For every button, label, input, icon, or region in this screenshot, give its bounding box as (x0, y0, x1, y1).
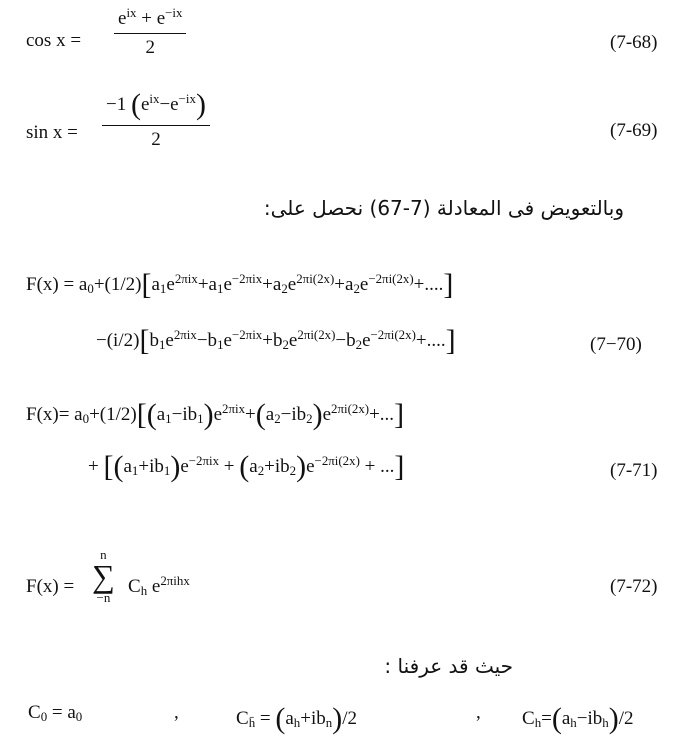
eq71-line2: + [$(a_1+ib_1)e^{-2\pi ix} + (a_2+ib_2)e^{-2\pi i(2x)}$ + ...] (88, 450, 405, 483)
def-ch: $C_h=(a_h-ib_h)/2$ (522, 702, 634, 735)
eq69-denominator: 2 (151, 129, 161, 150)
def-c-hbar: $C_{h̄} = (a_h+ib_n)/2$ (236, 702, 357, 735)
summation-symbol: n ∑ −n (92, 547, 115, 605)
eq71-label: (7-71) (610, 460, 658, 481)
eq68-label: (7-68) (610, 32, 658, 53)
eq71-line1: $F(x)= a_0+(1/2)[(a_1-ib_1)e^{2\pi ix}+(a_2-ib_2)e^{2\pi i(2x)}+...]$ (26, 398, 405, 431)
eq69-fraction (102, 88, 210, 151)
eq69-numerator: −1 $(e^{ix}-e^{-ix})$ (102, 88, 210, 126)
eq72-label: (7-72) (610, 576, 658, 597)
eq68-fraction (114, 4, 186, 59)
eq69-lhs: sin x = (26, 122, 78, 143)
eq70-line1: $F(x) = a_0+(1/2)[a_1e^{2\pi ix}+a_1e^{-2\pi ix}+a_2e^{2\pi i(2x)}+a_2e^{-2\pi i(2x)}+....]$ (26, 268, 454, 301)
sum-lower-limit: −n (96, 590, 111, 605)
eq68-lhs: cos x = (26, 30, 82, 51)
eq72-lhs: F(x) = (26, 576, 75, 597)
eq69-label: (7-69) (610, 120, 658, 141)
eq68-denominator: 2 (145, 37, 155, 58)
def-separator-2: , (476, 702, 481, 723)
sum-upper-limit: n (100, 547, 107, 562)
eq68-numerator: $e^{ix} + e^{-ix}$ (114, 8, 186, 34)
eq70-line2: $-(i/2)[b_1e^{2\pi ix}-b_1e^{-2\pi ix}+b_2e^{2\pi i(2x)}-b_2e^{-2\pi i(2x)}+....]$ (96, 324, 456, 357)
def-separator-1: , (174, 702, 179, 723)
eq72-body: $C_h$ $e^{2\pi ihx}$ (128, 572, 190, 599)
arabic-definitions-text: حيث قد عرفنا : (384, 654, 513, 678)
eq70-label: (7−70) (590, 334, 642, 355)
arabic-substitution-text: وبالتعويض فى المعادلة (7-67) نحصل على: (263, 196, 624, 220)
def-c0: $C_0 = a_0$ (28, 702, 83, 725)
